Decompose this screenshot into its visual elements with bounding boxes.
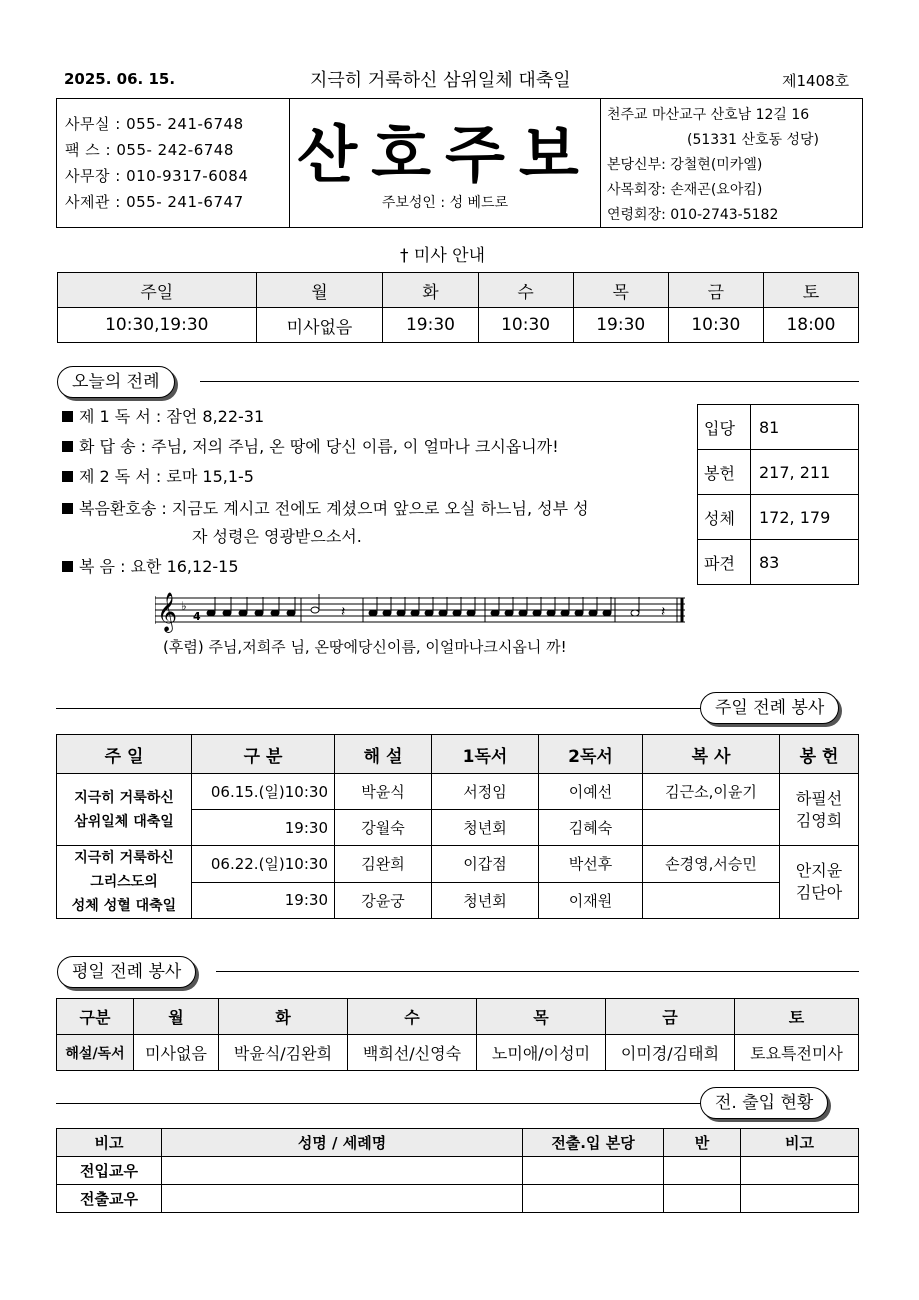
weekday-header-row: 구분 월 화 수 목 금 토 <box>57 999 859 1035</box>
section-divider <box>216 971 859 972</box>
note-icon <box>287 610 295 616</box>
note-icon <box>603 610 611 616</box>
bullet-icon <box>62 471 73 482</box>
mass-day-row <box>58 273 859 308</box>
sunday-service-table <box>56 734 859 919</box>
mass-schedule-title: † 미사 안내 <box>400 246 485 266</box>
time-sun: 10:30,19:30 <box>58 308 257 343</box>
note-icon <box>547 610 555 616</box>
church-postcode: (51331 산호동 성당) <box>687 132 819 148</box>
refrain-lyrics: (후렴) 주님,저희주 님, 온땅에당신이름, 이얼마나크시옵니 까! <box>163 638 567 656</box>
hymn-row: 파견 83 <box>698 540 859 585</box>
contact-panel <box>57 99 290 227</box>
day-thu: 목 <box>573 273 668 308</box>
time-thu: 19:30 <box>573 308 668 343</box>
mass-schedule-table <box>57 272 859 343</box>
bullet-icon <box>62 441 73 452</box>
patron-saint: 주보성인 : 성 베드로 <box>381 195 509 211</box>
bullet-icon <box>62 411 73 422</box>
note-icon <box>453 610 461 616</box>
offering-names: 안지윤 김단아 <box>780 846 859 919</box>
note-icon <box>631 610 639 616</box>
note-icon <box>439 610 447 616</box>
note-icon <box>425 610 433 616</box>
note-icon <box>505 610 513 616</box>
bulletin-title: 산호주보 <box>297 118 593 191</box>
transfer-table <box>56 1128 859 1213</box>
day-wed: 수 <box>478 273 573 308</box>
note-icon <box>561 610 569 616</box>
weekday-service-section-title: 평일 전례 봉사 <box>57 956 196 988</box>
note-icon <box>207 610 215 616</box>
offering-names: 하필선 김영희 <box>780 774 859 846</box>
bulletin-date: 2025. 06. 15. <box>64 70 176 88</box>
reading-acclamation-cont: 자 성령은 영광받으소서. <box>192 527 362 546</box>
note-icon <box>519 610 527 616</box>
reading-acclamation: 복음환호송 : 지금도 계시고 전에도 계셨으며 앞으로 오실 하느님, 성부 성 <box>62 496 589 519</box>
hymn-row: 입당 81 <box>698 405 859 450</box>
note-icon <box>533 610 541 616</box>
contact-office: 사무실 : 055- 241-6748 <box>65 115 244 133</box>
time-signature: 4 <box>193 610 201 623</box>
contact-rectory: 사제관 : 055- 241-6747 <box>65 193 244 211</box>
day-mon: 월 <box>256 273 383 308</box>
table-row: 19:30 강윤궁 청년회 이재원 <box>57 882 859 919</box>
masthead <box>56 98 863 228</box>
note-icon <box>271 610 279 616</box>
note-icon <box>383 610 391 616</box>
transfer-section-title: 전. 출입 현황 <box>700 1087 828 1119</box>
bullet-icon <box>62 561 73 572</box>
table-row: 해설/독서 미사없음 박윤식/김완희 백희선/신영숙 노미애/이성미 이미경/김태희 토요특전미사 <box>57 1035 859 1071</box>
rest-icon: 𝄽 <box>341 604 346 620</box>
mass-time-row <box>58 308 859 343</box>
day-sat: 토 <box>763 273 858 308</box>
table-row: 지극히 거룩하신 그리스도의 성체 성혈 대축일 06.22.(일)10:30 김완희 이갑점 박선후 손경영,서승민 안지윤 김단아 <box>57 846 859 883</box>
section-divider <box>56 1103 704 1104</box>
table-row: 지극히 거룩하신 삼위일체 대축일 06.15.(일)10:30 박윤식 서정임 이예선 김근소,이윤기 하필선 김영희 <box>57 774 859 810</box>
reading-gospel: 복 음 : 요한 16,12-15 <box>62 554 239 577</box>
church-address: 천주교 마산교구 산호남 12길 16 <box>607 107 810 123</box>
time-wed: 10:30 <box>478 308 573 343</box>
time-tue: 19:30 <box>383 308 478 343</box>
section-divider <box>200 381 859 382</box>
time-fri: 10:30 <box>668 308 763 343</box>
note-icon <box>411 610 419 616</box>
note-icon <box>467 610 475 616</box>
section-divider <box>56 708 704 709</box>
rest-icon: 𝄽 <box>661 604 666 620</box>
note-icon <box>575 610 583 616</box>
hymn-row: 봉헌 217, 211 <box>698 450 859 495</box>
pastor: 본당신부: 강철현(미카엘) <box>607 157 763 173</box>
treble-clef-icon: 𝄞 <box>157 592 178 632</box>
council-president: 사목회장: 손재곤(요아킴) <box>607 182 763 198</box>
note-icon <box>491 610 499 616</box>
music-staff <box>155 590 690 636</box>
day-tue: 화 <box>383 273 478 308</box>
note-icon <box>255 610 263 616</box>
church-panel <box>601 99 862 227</box>
flat-icon: ♭ <box>181 599 187 613</box>
table-row: 전출교우 <box>57 1185 859 1213</box>
note-icon <box>369 610 377 616</box>
table-row: 전입교우 <box>57 1157 859 1185</box>
contact-secretary: 사무장 : 010-9317-6084 <box>65 167 249 185</box>
note-icon <box>239 610 247 616</box>
sunday-service-section-title: 주일 전례 봉사 <box>700 692 839 724</box>
day-fri: 금 <box>668 273 763 308</box>
sunday-header-row: 주 일 구 분 해 설 1독서 2독서 복 사 봉 헌 <box>57 735 859 774</box>
table-row: 19:30 강월숙 청년회 김혜숙 <box>57 810 859 846</box>
reading-second: 제 2 독 서 : 로마 15,1-5 <box>62 464 254 487</box>
funeral-ministry: 연령회장: 010-2743-5182 <box>607 207 779 223</box>
note-icon <box>311 607 319 613</box>
time-sat: 18:00 <box>763 308 858 343</box>
bullet-icon <box>62 503 73 514</box>
reading-psalm: 화 답 송 : 주님, 저의 주님, 온 땅에 당신 이름, 이 얼마나 크시옵니까! <box>62 434 559 457</box>
note-icon <box>223 610 231 616</box>
contact-fax: 팩 스 : 055- 242-6748 <box>65 141 234 159</box>
issue-number: 제1408호 <box>782 72 850 90</box>
feast-name: 지극히 거룩하신 삼위일체 대축일 <box>57 774 192 846</box>
hymn-row: 성체 172, 179 <box>698 495 859 540</box>
hymn-table <box>697 404 859 585</box>
note-icon <box>397 610 405 616</box>
time-mon: 미사없음 <box>256 308 383 343</box>
weekday-service-table <box>56 998 859 1071</box>
title-panel <box>290 99 601 227</box>
feast-title: 지극히 거룩하신 삼위일체 대축일 <box>310 70 571 91</box>
day-sun: 주일 <box>58 273 257 308</box>
note-icon <box>589 610 597 616</box>
transfer-header-row: 비고 성명 / 세례명 전출.입 본당 반 비고 <box>57 1129 859 1157</box>
liturgy-section-title: 오늘의 전례 <box>57 366 175 398</box>
feast-name: 지극히 거룩하신 그리스도의 성체 성혈 대축일 <box>57 846 192 919</box>
reading-first: 제 1 독 서 : 잠언 8,22-31 <box>62 404 264 427</box>
